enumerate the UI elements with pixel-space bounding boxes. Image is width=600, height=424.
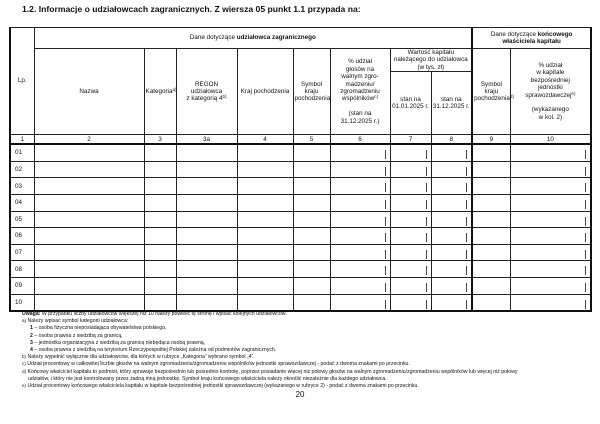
category-4: – osoba prawna z siedzibą na terytorium Rzeczypospolitej Polskiej zależna od podmiotów zagranicznych.: [32, 347, 277, 354]
decimal-separator-mark: [585, 266, 586, 275]
header-group-shareholder: Dane dotyczące udziałowca zagranicznego: [34, 28, 472, 49]
section-title: 1.2. Informacje o udziałowcach zagranicznych. Z wiersza 05 punkt 1.1 przypada na:: [22, 4, 361, 14]
table-row: [10, 144, 591, 161]
cell-kraj[interactable]: [237, 278, 293, 295]
decimal-separator-mark: [585, 233, 586, 242]
cell-udzial-glosow[interactable]: [330, 278, 390, 295]
decimal-separator-mark: [385, 167, 386, 176]
decimal-separator-mark: [585, 250, 586, 259]
decimal-separator-mark: [585, 183, 586, 192]
cell-symbol-kraju[interactable]: [293, 261, 330, 278]
cell-symbol-kraju[interactable]: [293, 228, 330, 245]
cell-symbol-kraju[interactable]: [293, 278, 330, 295]
footnote-e: Udział procentowy końcowego właściciela kapitału w kapitale bezpośredniej jednostki sprawozdawczej (wykazanego w rubryce 2) - podać z dwoma znakami po przecinku.: [26, 383, 419, 390]
cell-udzial-kapitale[interactable]: [510, 144, 591, 161]
header-stan-31-12: stan na 31.12.2025 r.: [431, 72, 472, 135]
decimal-separator-mark: [585, 200, 586, 209]
row-number: 05: [10, 211, 34, 228]
decimal-separator-mark: [385, 200, 386, 209]
cell-kraj[interactable]: [237, 211, 293, 228]
row-number: 06: [10, 228, 34, 245]
cell-kraj[interactable]: [237, 144, 293, 161]
decimal-separator-mark: [426, 266, 427, 275]
header-symbol-kraju: Symbol kraju pochodzenia: [293, 49, 330, 135]
cell-regon[interactable]: [176, 294, 237, 311]
cell-udzial-glosow[interactable]: [330, 178, 390, 195]
cell-regon[interactable]: [176, 178, 237, 195]
decimal-separator-mark: [466, 283, 467, 292]
cell-stan-31-12[interactable]: [431, 161, 472, 178]
column-number: 4: [237, 135, 293, 145]
cell-udzial-glosow[interactable]: [330, 261, 390, 278]
cell-udzial-glosow[interactable]: [330, 195, 390, 212]
category-2: – osoba prawna z siedzibą za granicą,: [32, 332, 123, 339]
header-regon: REGON udziałowca z kategorią 4$^{b)}$: [176, 49, 237, 135]
cell-stan-01-01[interactable]: [390, 261, 431, 278]
decimal-separator-mark: [385, 250, 386, 259]
column-number: 9: [472, 135, 510, 145]
cell-stan-01-01[interactable]: [390, 144, 431, 161]
row-number: 04: [10, 195, 34, 212]
column-number: 8: [431, 135, 472, 145]
cell-udzial-glosow[interactable]: [330, 211, 390, 228]
table-row: [10, 294, 591, 311]
cell-stan-31-12[interactable]: [431, 244, 472, 261]
cell-nazwa[interactable]: [34, 278, 144, 295]
cell-kraj[interactable]: [237, 228, 293, 245]
decimal-separator-mark: [426, 250, 427, 259]
decimal-separator-mark: [585, 283, 586, 292]
cell-udzial-kapitale[interactable]: [510, 178, 591, 195]
cell-kategoria[interactable]: [144, 178, 176, 195]
column-number: 2: [34, 135, 144, 145]
decimal-separator-mark: [385, 233, 386, 242]
row-number: 02: [10, 161, 34, 178]
cell-kraj[interactable]: [237, 161, 293, 178]
column-number: 1: [10, 135, 34, 145]
cell-kraj[interactable]: [237, 261, 293, 278]
decimal-separator-mark: [466, 183, 467, 192]
decimal-separator-mark: [385, 300, 386, 309]
cell-stan-01-01[interactable]: [390, 294, 431, 311]
cell-udzial-kapitale[interactable]: [510, 278, 591, 295]
cell-stan-31-12[interactable]: [431, 211, 472, 228]
header-stan-01-01: stan na 01.01.2025 r.: [390, 72, 431, 135]
decimal-separator-mark: [385, 217, 386, 226]
cell-regon[interactable]: [176, 244, 237, 261]
cell-symbol-wlasciciela[interactable]: [472, 161, 510, 178]
cell-kategoria[interactable]: [144, 294, 176, 311]
decimal-separator-mark: [385, 283, 386, 292]
decimal-separator-mark: [385, 266, 386, 275]
decimal-separator-mark: [585, 217, 586, 226]
cell-symbol-wlasciciela[interactable]: [472, 244, 510, 261]
cell-symbol-wlasciciela[interactable]: [472, 294, 510, 311]
cell-udzial-kapitale[interactable]: [510, 294, 591, 311]
cell-kraj[interactable]: [237, 294, 293, 311]
table-row: [10, 161, 591, 178]
cell-nazwa[interactable]: [34, 244, 144, 261]
cell-nazwa[interactable]: [34, 211, 144, 228]
decimal-separator-mark: [466, 217, 467, 226]
cell-regon[interactable]: [176, 278, 237, 295]
header-symbol-kraju-wlasciciela: Symbol kraju pochodzenia$^{d)}$: [472, 49, 510, 135]
row-number: 01: [10, 144, 34, 161]
cell-symbol-kraju[interactable]: [293, 161, 330, 178]
cell-regon[interactable]: [176, 161, 237, 178]
cell-kraj[interactable]: [237, 195, 293, 212]
header-wartosc-kapitalu: Wartość kapitału należącego do udziałowca (w tys. zł): [390, 49, 472, 72]
cell-kraj[interactable]: [237, 244, 293, 261]
header-kategoria: Kategoria$^{a)}$: [144, 49, 176, 135]
cell-nazwa[interactable]: [34, 178, 144, 195]
cell-symbol-kraju[interactable]: [293, 178, 330, 195]
cell-nazwa[interactable]: [34, 144, 144, 161]
cell-nazwa[interactable]: [34, 228, 144, 245]
table-row: [10, 278, 591, 295]
footnote-a: Należy wpisać symbol kategorii udziałowca:: [26, 318, 129, 325]
cell-stan-31-12[interactable]: [431, 294, 472, 311]
cell-regon[interactable]: [176, 261, 237, 278]
cell-kategoria[interactable]: [144, 261, 176, 278]
cell-nazwa[interactable]: [34, 294, 144, 311]
cell-stan-31-12[interactable]: [431, 228, 472, 245]
decimal-separator-mark: [385, 150, 386, 159]
cell-stan-01-01[interactable]: [390, 244, 431, 261]
decimal-separator-mark: [426, 200, 427, 209]
cell-nazwa[interactable]: [34, 261, 144, 278]
decimal-separator-mark: [585, 300, 586, 309]
cell-symbol-kraju[interactable]: [293, 195, 330, 212]
table-row: [10, 211, 591, 228]
header-lp: Lp.: [10, 28, 34, 135]
foreign-shareholders-table: [9, 27, 592, 312]
cell-regon[interactable]: [176, 195, 237, 212]
decimal-separator-mark: [385, 183, 386, 192]
decimal-separator-mark: [466, 266, 467, 275]
cell-nazwa[interactable]: [34, 161, 144, 178]
cell-stan-01-01[interactable]: [390, 211, 431, 228]
cell-regon[interactable]: [176, 144, 237, 161]
cell-kategoria[interactable]: [144, 144, 176, 161]
table-row: [10, 244, 591, 261]
cell-symbol-wlasciciela[interactable]: [472, 144, 510, 161]
cell-stan-01-01[interactable]: [390, 278, 431, 295]
cell-kategoria[interactable]: [144, 161, 176, 178]
table-row: [10, 195, 591, 212]
decimal-separator-mark: [466, 233, 467, 242]
cell-stan-01-01[interactable]: [390, 178, 431, 195]
header-udzial-kapitale: % udział w kapitale bezpośredniej jednostki sprawozdawczej$^{e)}$ (wykazanego w kol. 2): [510, 49, 591, 135]
decimal-separator-mark: [466, 250, 467, 259]
cell-stan-01-01[interactable]: [390, 195, 431, 212]
decimal-separator-mark: [466, 200, 467, 209]
cell-kategoria[interactable]: [144, 278, 176, 295]
decimal-separator-mark: [466, 167, 467, 176]
cell-udzial-glosow[interactable]: [330, 244, 390, 261]
cell-symbol-wlasciciela[interactable]: [472, 178, 510, 195]
cell-symbol-kraju[interactable]: [293, 244, 330, 261]
cell-udzial-kapitale[interactable]: [510, 228, 591, 245]
cell-udzial-kapitale[interactable]: [510, 244, 591, 261]
decimal-separator-mark: [426, 217, 427, 226]
header-kraj-pochodzenia: Kraj pochodzenia: [237, 49, 293, 135]
cell-kategoria[interactable]: [144, 244, 176, 261]
cell-udzial-glosow[interactable]: [330, 294, 390, 311]
cell-symbol-wlasciciela[interactable]: [472, 278, 510, 295]
column-number: 3: [144, 135, 176, 145]
cell-regon[interactable]: [176, 228, 237, 245]
column-number: 10: [510, 135, 591, 145]
cell-symbol-wlasciciela[interactable]: [472, 261, 510, 278]
cell-stan-31-12[interactable]: [431, 178, 472, 195]
row-number: 03: [10, 178, 34, 195]
cell-udzial-glosow[interactable]: [330, 161, 390, 178]
footnote-d: Końcowy właściciel kapitału to podmiot, który sprawuje bezpośrednio lub pośrednio kontrolę, poprzez posiadanie więcej niż połowy głosów na walnym zgromadzeniu/zgromadzeniu wspólników lub więcej niż połowy: [26, 368, 518, 375]
column-number: 6: [330, 135, 390, 145]
category-1: – osoba fizyczna nieposiadająca obywatelstwa polskiego,: [32, 325, 167, 332]
cell-stan-01-01[interactable]: [390, 161, 431, 178]
notes-heading: Uwaga:: [22, 311, 41, 317]
table-row: [10, 261, 591, 278]
cell-stan-31-12[interactable]: [431, 278, 472, 295]
cell-kategoria[interactable]: [144, 211, 176, 228]
row-number: 07: [10, 244, 34, 261]
header-udzial-glosow: % udział głosów na walnym zgro- madzeniu/ zgromadzeniu wspólników$^{c)}$ (stan na 31.12.2025 r.): [330, 49, 390, 135]
cell-udzial-glosow[interactable]: [330, 144, 390, 161]
cell-udzial-kapitale[interactable]: [510, 161, 591, 178]
cell-stan-31-12[interactable]: [431, 261, 472, 278]
cell-udzial-kapitale[interactable]: [510, 211, 591, 228]
footnote-c: Udział procentowy w całkowitej liczbie głosów na walnym zgromadzeniu/zgromadzeniu wspólników jednostki sprawozdawczej - podać z dwoma znakami po przecinku.: [25, 361, 410, 368]
footnote-d-continued: udziałów, i który nie jest kontrolowany przez żadną inną jednostkę. Symbol kraju końcowego właściciela należy określić niezależnie dla każdego udziałowca.: [28, 375, 387, 382]
cell-symbol-wlasciciela[interactable]: [472, 195, 510, 212]
decimal-separator-mark: [585, 167, 586, 176]
decimal-separator-mark: [426, 150, 427, 159]
cell-udzial-kapitale[interactable]: [510, 261, 591, 278]
notes-heading-text: W przypadku liczby udziałowców większej niż 10 należy powielić tę stronę i wpisać kolejnych udziałowców.: [40, 311, 287, 317]
cell-kategoria[interactable]: [144, 195, 176, 212]
cell-stan-01-01[interactable]: [390, 228, 431, 245]
category-3: – jednostka organizacyjna z siedzibą za granicą niebędąca osobą prawną,: [32, 339, 206, 346]
cell-symbol-kraju[interactable]: [293, 144, 330, 161]
cell-kategoria[interactable]: [144, 228, 176, 245]
cell-stan-31-12[interactable]: [431, 195, 472, 212]
footnotes: Uwaga: W przypadku liczby udziałowców większej niż 10 należy powielić tę stronę i wpisać kolejnych udziałowców. $^{a)}$ Należy wpisać symbol kategorii udziałowca: 1 – osoba fizyczna nieposiadająca obywatelstwa polskiego, 2 – osoba prawna z siedzibą za granicą, 3 – jednostka organizacyjna z siedzibą za granicą niebędąca osobą prawną, 4 – osoba prawna z siedzibą na terytorium Rzeczypospolitej Polskiej zależna od podmiotów zagranicznych. $^{b)}$ Należy wypełnić wyłącznie dla udziałowców, dla których w rubryce „Kategoria” wybrano symbol „4”. $^{c)}$ Udział procentowy w całkowitej liczbie głosów na walnym zgromadzeniu/zgromadzeniu wspólników jednostki sprawozdawczej - podać z dwoma znakami po przecinku. $^{d)}$ Końcowy właściciel kapitału to podmiot, który sprawuje bezpośrednio lub pośrednio kontrolę, poprzez posiadanie więcej niż połowy głosów na walnym zgromadzeniu/zgromadzeniu wspólników lub więcej niż połowy udziałów, i który nie jest kontrolowany przez żadną inną jednostkę. Symbol kraju końcowego właściciela należy określić niezależnie dla każdego udziałowca. $^{e)}$ Udział procentowy końcowego właściciela kapitału w kapitale bezpośredniej jednostki sprawozdawczej (wykazanego w rubryce 2) - podać z dwoma znakami po przecinku.: [22, 311, 518, 390]
header-nazwa: Nazwa: [34, 49, 144, 135]
decimal-separator-mark: [466, 300, 467, 309]
cell-udzial-kapitale[interactable]: [510, 195, 591, 212]
decimal-separator-mark: [426, 167, 427, 176]
cell-symbol-kraju[interactable]: [293, 211, 330, 228]
page-number: 20: [295, 390, 305, 399]
column-number: 7: [390, 135, 431, 145]
decimal-separator-mark: [466, 150, 467, 159]
decimal-separator-mark: [585, 150, 586, 159]
table-row: [10, 228, 591, 245]
header-group-owner: Dane dotyczące końcowego właściciela kapitału: [472, 28, 591, 49]
cell-regon[interactable]: [176, 211, 237, 228]
column-number: 5: [293, 135, 330, 145]
column-number: 3a: [176, 135, 237, 145]
cell-nazwa[interactable]: [34, 195, 144, 212]
decimal-separator-mark: [426, 183, 427, 192]
cell-stan-31-12[interactable]: [431, 144, 472, 161]
footnote-b: Należy wypełnić wyłącznie dla udziałowców, dla których w rubryce „Kategoria” wybrano symbol „4”.: [26, 354, 255, 361]
cell-symbol-wlasciciela[interactable]: [472, 228, 510, 245]
decimal-separator-mark: [426, 300, 427, 309]
row-number: 09: [10, 278, 34, 295]
cell-symbol-wlasciciela[interactable]: [472, 211, 510, 228]
cell-udzial-glosow[interactable]: [330, 228, 390, 245]
row-number: 10: [10, 294, 34, 311]
decimal-separator-mark: [426, 283, 427, 292]
cell-kraj[interactable]: [237, 178, 293, 195]
cell-symbol-kraju[interactable]: [293, 294, 330, 311]
decimal-separator-mark: [426, 233, 427, 242]
row-number: 08: [10, 261, 34, 278]
table-row: [10, 178, 591, 195]
